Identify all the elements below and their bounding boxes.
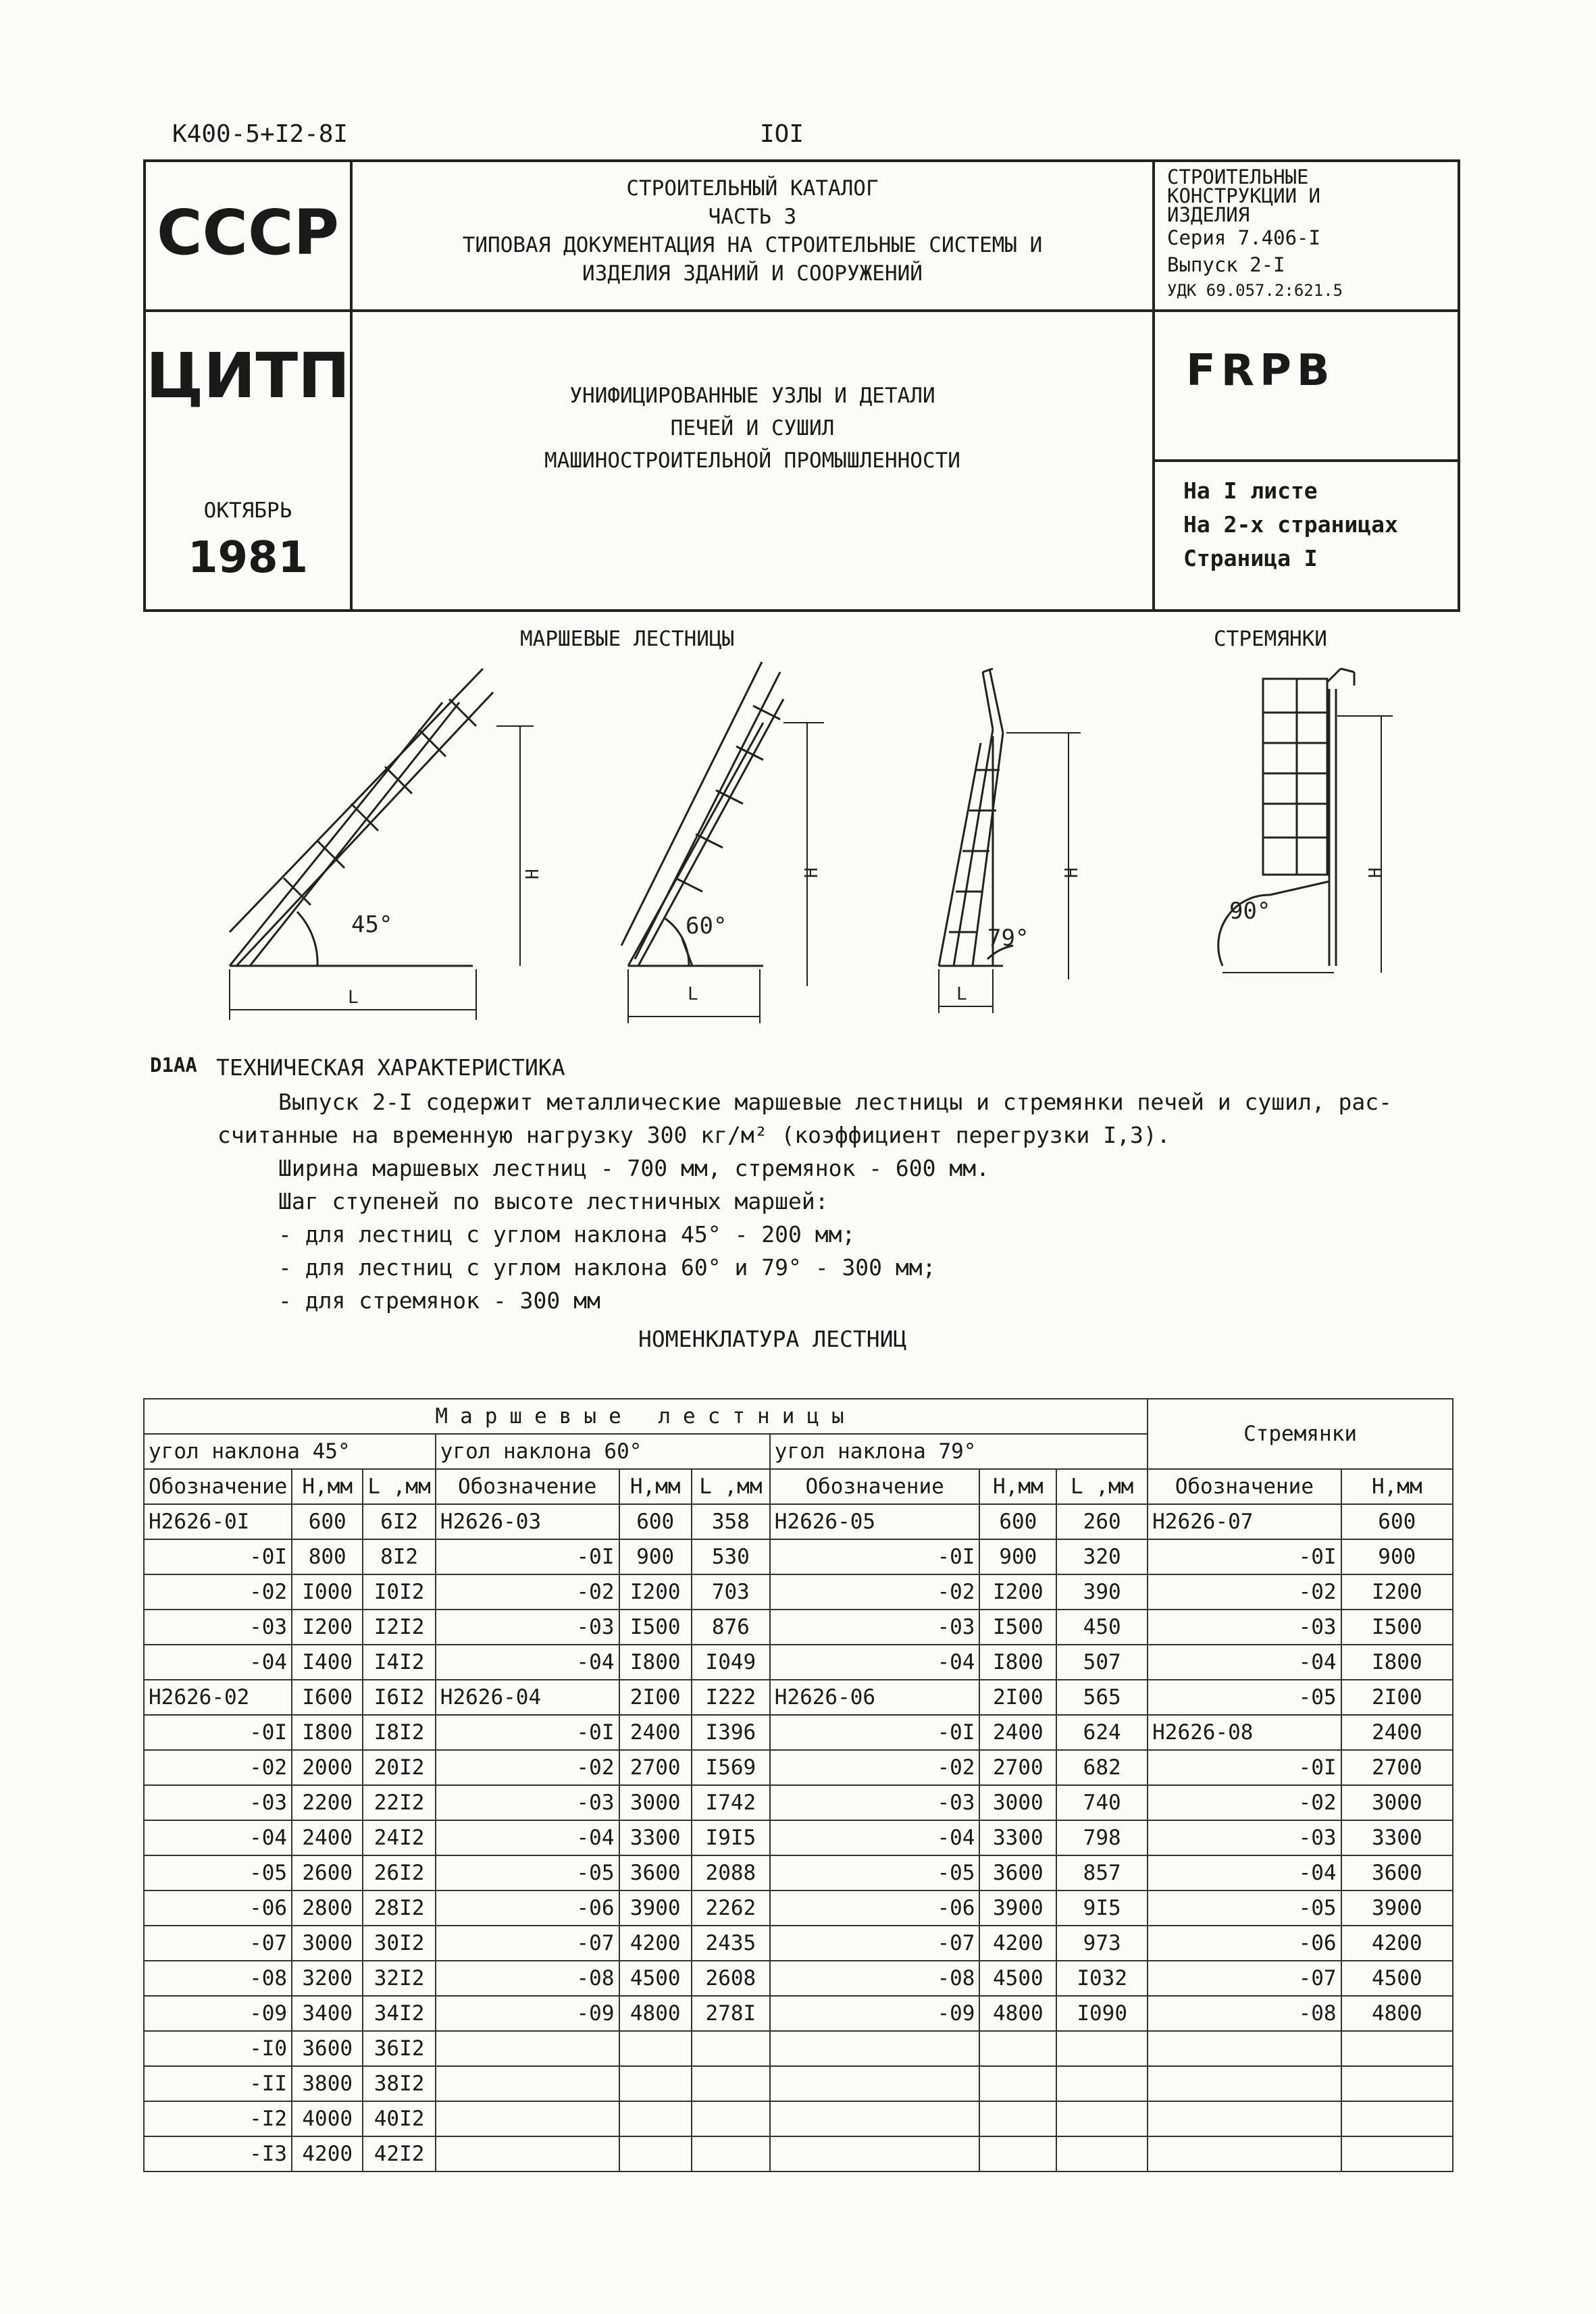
table-cell: I800 (1341, 1645, 1453, 1680)
table-row (144, 1961, 1453, 1996)
table-cell: I200 (1341, 1574, 1453, 1610)
table-cell: -09 (770, 1996, 980, 2031)
stair-79-drawing (925, 662, 1114, 1027)
table-cell: 2000 (292, 1750, 363, 1785)
table-cell: -04 (436, 1645, 619, 1680)
table-cell: -03 (144, 1785, 292, 1820)
table-cell: 2700 (619, 1750, 692, 1785)
table-cell: I500 (619, 1610, 692, 1645)
table-cell: -08 (770, 1961, 980, 1996)
table-row (144, 2031, 1453, 2066)
table-row (144, 1610, 1453, 1645)
table-cell: 798 (1056, 1820, 1148, 1855)
year-label: 1981 (187, 533, 309, 583)
table-cell: I396 (692, 1715, 770, 1750)
table-body (144, 1504, 1453, 2171)
table-cell: Н2626-07 (1148, 1504, 1341, 1539)
table-cell: 2700 (1341, 1750, 1453, 1785)
table-cell: 4800 (1341, 1996, 1453, 2031)
table-cell: 26I2 (363, 1855, 435, 1891)
table-cell: -04 (1148, 1855, 1341, 1891)
table-cell: -07 (770, 1926, 980, 1961)
tech-paragraph-1b: считанные на временную нагрузку 300 кг/м² (коэффициент перегрузки I,3). (217, 1122, 1170, 1148)
table-cell: -04 (1148, 1645, 1341, 1680)
table-cell: 876 (692, 1610, 770, 1645)
table-cell: I400 (292, 1645, 363, 1680)
classifier-code: FRPB (1186, 346, 1335, 396)
table-cell: 40I2 (363, 2101, 435, 2136)
table-cell: 6I2 (363, 1504, 435, 1539)
table-row (144, 1539, 1453, 1574)
table-cell: I6I2 (363, 1680, 435, 1715)
table-cell: 3900 (979, 1891, 1056, 1926)
table-cell: 600 (619, 1504, 692, 1539)
table-cell: 8I2 (363, 1539, 435, 1574)
angle-60-header: угол наклона 60° (436, 1434, 770, 1469)
tech-title: ТЕХНИЧЕСКАЯ ХАРАКТЕРИСТИКА (216, 1054, 565, 1081)
table-cell: -06 (436, 1891, 619, 1926)
table-cell: 507 (1056, 1645, 1148, 1680)
table-cell: 703 (692, 1574, 770, 1610)
table-cell: 2400 (619, 1715, 692, 1750)
table-cell: I000 (292, 1574, 363, 1610)
table-cell (979, 2031, 1056, 2066)
table-cell: 3600 (292, 2031, 363, 2066)
table-cell (1341, 2031, 1453, 2066)
table-cell (692, 2101, 770, 2136)
table-cell: -03 (1148, 1610, 1341, 1645)
table-cell: 4200 (619, 1926, 692, 1961)
table-cell (619, 2101, 692, 2136)
table-cell (1148, 2101, 1341, 2136)
height-label-79: H (1062, 867, 1082, 878)
table-cell: -0I (1148, 1750, 1341, 1785)
table-cell: 9I5 (1056, 1891, 1148, 1926)
angle-60-label: 60° (686, 912, 727, 940)
table-cell: 900 (619, 1539, 692, 1574)
table-cell: -05 (144, 1855, 292, 1891)
tech-paragraph-1: Выпуск 2-I содержит металлические маршевые лестницы и стремянки печей и сушил, рас- (278, 1089, 1393, 1115)
table-cell: I742 (692, 1785, 770, 1820)
nomenclature-title: НОМЕНКЛАТУРА ЛЕСТНИЦ (638, 1326, 907, 1352)
table-row (144, 1680, 1453, 1715)
ladder-90-drawing (1216, 669, 1418, 993)
table-cell: -0I (770, 1539, 980, 1574)
table-cell: 3600 (1341, 1855, 1453, 1891)
table-cell: 24I2 (363, 1820, 435, 1855)
table-cell: 3000 (619, 1785, 692, 1820)
table-cell (1056, 2066, 1148, 2101)
table-cell: 34I2 (363, 1996, 435, 2031)
table-cell: 2I00 (1341, 1680, 1453, 1715)
table-row (144, 1996, 1453, 2031)
angle-45-label: 45° (351, 911, 393, 938)
table-cell: -I0 (144, 2031, 292, 2066)
table-cell: Н2626-04 (436, 1680, 619, 1715)
table-cell: -05 (770, 1855, 980, 1891)
table-cell: I500 (979, 1610, 1056, 1645)
table-cell (692, 2031, 770, 2066)
height-label-45: H (523, 869, 543, 879)
column-header-row: Обозначение Н,мм L ,мм Обозначение Н,мм L ,мм Обозначение Н,мм L ,мм Обозначение Н,мм (144, 1469, 1453, 1504)
table-cell: -02 (1148, 1785, 1341, 1820)
table-cell: 2400 (1341, 1715, 1453, 1750)
page-number: IOI (760, 120, 804, 148)
table-cell: -09 (144, 1996, 292, 2031)
table-cell: -03 (436, 1610, 619, 1645)
table-cell: -04 (144, 1645, 292, 1680)
table-cell: -0I (1148, 1539, 1341, 1574)
table-row (144, 1645, 1453, 1680)
sheet-info: На I листе На 2-х страницах Страница I (1183, 478, 1398, 571)
nomenclature-table (143, 1398, 1453, 2172)
table-cell: -05 (1148, 1680, 1341, 1715)
table-cell: -0I (144, 1539, 292, 1574)
table-cell: I800 (979, 1645, 1056, 1680)
table-cell (770, 2031, 980, 2066)
table-cell: -02 (1148, 1574, 1341, 1610)
table-row (144, 1504, 1453, 1539)
table-cell (619, 2066, 692, 2101)
table-cell: I500 (1341, 1610, 1453, 1645)
height-label-90: H (1366, 867, 1386, 878)
table-cell (436, 2066, 619, 2101)
table-cell: -02 (770, 1574, 980, 1610)
table-cell: 740 (1056, 1785, 1148, 1820)
group-march-header: Маршевые лестницы (144, 1399, 1148, 1434)
table-cell: I2I2 (363, 1610, 435, 1645)
table-cell: 3300 (619, 1820, 692, 1855)
month-label: ОКТЯБРЬ (203, 498, 292, 523)
table-cell: 3300 (1341, 1820, 1453, 1855)
table-cell: 4500 (979, 1961, 1056, 1996)
table-cell: 624 (1056, 1715, 1148, 1750)
table-cell: I8I2 (363, 1715, 435, 1750)
height-label-60: H (802, 867, 822, 878)
table-cell: 4200 (979, 1926, 1056, 1961)
table-cell: 3900 (1341, 1891, 1453, 1926)
table-cell: 390 (1056, 1574, 1148, 1610)
table-cell (1148, 2066, 1341, 2101)
table-cell: -09 (436, 1996, 619, 2031)
table-cell: -08 (436, 1961, 619, 1996)
angle-90-label: 90° (1229, 898, 1271, 925)
table-cell: 358 (692, 1504, 770, 1539)
table-cell (692, 2136, 770, 2171)
table-row (144, 2066, 1453, 2101)
table-cell: -02 (436, 1750, 619, 1785)
table-cell: -05 (436, 1855, 619, 1891)
table-cell: 3200 (292, 1961, 363, 1996)
table-cell: 30I2 (363, 1926, 435, 1961)
length-label-60: L (688, 984, 698, 1004)
table-cell: 20I2 (363, 1750, 435, 1785)
table-cell: I200 (619, 1574, 692, 1610)
table-cell: 600 (292, 1504, 363, 1539)
table-cell: I049 (692, 1645, 770, 1680)
table-cell: 36I2 (363, 2031, 435, 2066)
table-cell: 4200 (1341, 1926, 1453, 1961)
table-cell: 260 (1056, 1504, 1148, 1539)
table-cell: 900 (1341, 1539, 1453, 1574)
group-ladder-header: Стремянки (1148, 1399, 1453, 1469)
table-cell: -03 (144, 1610, 292, 1645)
table-cell (770, 2066, 980, 2101)
table-cell: -04 (770, 1820, 980, 1855)
table-cell: 2088 (692, 1855, 770, 1891)
subject-title: УНИФИЦИРОВАННЫЕ УЗЛЫ И ДЕТАЛИ ПЕЧЕЙ И СУШИЛ МАШИНОСТРОИТЕЛЬНОЙ ПРОМЫШЛЕННОСТИ (544, 384, 960, 473)
table-cell (979, 2101, 1056, 2136)
length-label-79: L (956, 984, 967, 1004)
table-cell: I800 (619, 1645, 692, 1680)
table-cell: -04 (144, 1820, 292, 1855)
table-cell: -I3 (144, 2136, 292, 2171)
table-cell (979, 2136, 1056, 2171)
table-cell: 3600 (979, 1855, 1056, 1891)
table-cell (436, 2101, 619, 2136)
table-cell: 4800 (979, 1996, 1056, 2031)
table-cell: -05 (1148, 1891, 1341, 1926)
table-cell: 3800 (292, 2066, 363, 2101)
table-row (144, 1891, 1453, 1926)
table-cell (619, 2031, 692, 2066)
table-cell: I032 (1056, 1961, 1148, 1996)
table-cell: 900 (979, 1539, 1056, 1574)
table-row (144, 2136, 1453, 2171)
angle-45-header: угол наклона 45° (144, 1434, 436, 1469)
table-cell: I4I2 (363, 1645, 435, 1680)
table-row (144, 1715, 1453, 1750)
table-cell: 3000 (979, 1785, 1056, 1820)
table-cell: 28I2 (363, 1891, 435, 1926)
march-stairs-title: МАРШЕВЫЕ ЛЕСТНИЦЫ (520, 627, 735, 651)
step-ladders-title: СТРЕМЯНКИ (1214, 627, 1327, 651)
table-cell: Н2626-02 (144, 1680, 292, 1715)
table-cell: 800 (292, 1539, 363, 1574)
table-cell: 3400 (292, 1996, 363, 2031)
table-cell: -I2 (144, 2101, 292, 2136)
table-cell: -06 (1148, 1926, 1341, 1961)
table-row (144, 2101, 1453, 2136)
table-cell: -04 (770, 1645, 980, 1680)
table-cell (436, 2136, 619, 2171)
length-label-45: L (348, 987, 359, 1008)
tech-bullet-3: - для стремянок - 300 мм (278, 1287, 600, 1314)
catalog-title: СТРОИТЕЛЬНЫЙ КАТАЛОГ ЧАСТЬ 3 ТИПОВАЯ ДОКУМЕНТАЦИЯ НА СТРОИТЕЛЬНЫЕ СИСТЕМЫ И ИЗДЕЛИЯ ЗДАНИЙ И СООРУЖЕНИЙ (462, 176, 1043, 286)
table-cell: I9I5 (692, 1820, 770, 1855)
table-cell: -06 (770, 1891, 980, 1926)
table-cell (692, 2066, 770, 2101)
table-cell: I800 (292, 1715, 363, 1750)
table-cell: 2I00 (979, 1680, 1056, 1715)
table-cell: 4500 (619, 1961, 692, 1996)
stair-60-drawing (615, 648, 844, 1040)
table-cell: 3000 (1341, 1785, 1453, 1820)
table-cell: -07 (144, 1926, 292, 1961)
table-cell (1056, 2031, 1148, 2066)
table-cell: 38I2 (363, 2066, 435, 2101)
table-cell: -07 (1148, 1961, 1341, 1996)
table-cell (1056, 2136, 1148, 2171)
table-cell: -0I (144, 1715, 292, 1750)
org-label: ЦИТП (146, 340, 351, 412)
table-cell: -II (144, 2066, 292, 2101)
table-cell: 450 (1056, 1610, 1148, 1645)
table-cell: 4800 (619, 1996, 692, 2031)
tech-paragraph-2: Ширина маршевых лестниц - 700 мм, стремянок - 600 мм. (278, 1155, 989, 1181)
table-cell: 2800 (292, 1891, 363, 1926)
table-cell (1148, 2136, 1341, 2171)
table-cell: 600 (1341, 1504, 1453, 1539)
table-cell: -0I (436, 1539, 619, 1574)
table-cell: 565 (1056, 1680, 1148, 1715)
table-cell: -04 (436, 1820, 619, 1855)
table-cell: 600 (979, 1504, 1056, 1539)
table-cell: 4000 (292, 2101, 363, 2136)
title-block (143, 159, 1460, 612)
table-cell: 3900 (619, 1891, 692, 1926)
tech-code: D1AA (150, 1054, 197, 1077)
table-cell: I600 (292, 1680, 363, 1715)
table-cell: 4500 (1341, 1961, 1453, 1996)
table-cell: -03 (1148, 1820, 1341, 1855)
table-cell (436, 2031, 619, 2066)
table-cell: 2200 (292, 1785, 363, 1820)
table-cell: 2608 (692, 1961, 770, 1996)
table-cell (1341, 2136, 1453, 2171)
table-cell: 2435 (692, 1926, 770, 1961)
table-cell: Н2626-08 (1148, 1715, 1341, 1750)
table-cell: 2700 (979, 1750, 1056, 1785)
table-cell: 3300 (979, 1820, 1056, 1855)
table-cell: -02 (770, 1750, 980, 1785)
table-row (144, 1855, 1453, 1891)
table-cell: -03 (770, 1610, 980, 1645)
table-cell: I569 (692, 1750, 770, 1785)
table-cell: -02 (144, 1574, 292, 1610)
table-cell: Н2626-05 (770, 1504, 980, 1539)
table-cell: 4200 (292, 2136, 363, 2171)
table-cell: 278I (692, 1996, 770, 2031)
table-cell: I090 (1056, 1996, 1148, 2031)
table-cell: -0I (770, 1715, 980, 1750)
tech-bullet-1: - для лестниц с углом наклона 45° - 200 мм; (278, 1221, 856, 1248)
table-cell: -06 (144, 1891, 292, 1926)
table-cell (979, 2066, 1056, 2101)
table-cell: -03 (436, 1785, 619, 1820)
table-cell: 857 (1056, 1855, 1148, 1891)
table-cell: Н2626-06 (770, 1680, 980, 1715)
table-cell: 2I00 (619, 1680, 692, 1715)
table-row (144, 1785, 1453, 1820)
document-code: К400-5+I2-8I (172, 120, 349, 148)
table-cell: Н2626-0I (144, 1504, 292, 1539)
table-cell: 682 (1056, 1750, 1148, 1785)
table-cell: -07 (436, 1926, 619, 1961)
table-cell: I0I2 (363, 1574, 435, 1610)
table-cell: -0I (436, 1715, 619, 1750)
table-cell: 3000 (292, 1926, 363, 1961)
table-cell: 320 (1056, 1539, 1148, 1574)
table-row (144, 1574, 1453, 1610)
table-cell (1056, 2101, 1148, 2136)
table-cell (1148, 2031, 1341, 2066)
table-cell (1341, 2101, 1453, 2136)
angle-79-label: 79° (987, 925, 1029, 952)
table-cell (770, 2136, 980, 2171)
table-cell (1341, 2066, 1453, 2101)
angle-79-header: угол наклона 79° (770, 1434, 1148, 1469)
table-cell: -08 (144, 1961, 292, 1996)
tech-paragraph-3: Шаг ступеней по высоте лестничных маршей: (278, 1188, 829, 1214)
table-cell: I222 (692, 1680, 770, 1715)
table-cell: 2600 (292, 1855, 363, 1891)
table-cell: 42I2 (363, 2136, 435, 2171)
table-cell: 32I2 (363, 1961, 435, 1996)
table-cell: -02 (436, 1574, 619, 1610)
table-cell: 2400 (979, 1715, 1056, 1750)
country-label: СССР (157, 197, 339, 269)
table-cell: -02 (144, 1750, 292, 1785)
table-row (144, 1750, 1453, 1785)
table-cell: -08 (1148, 1996, 1341, 2031)
table-cell: I200 (979, 1574, 1056, 1610)
table-cell: 530 (692, 1539, 770, 1574)
table-row (144, 1820, 1453, 1855)
table-row (144, 1926, 1453, 1961)
table-cell: Н2626-03 (436, 1504, 619, 1539)
tech-bullet-2: - для лестниц с углом наклона 60° и 79° - 300 мм; (278, 1254, 936, 1281)
table-cell: 973 (1056, 1926, 1148, 1961)
table-cell: 2400 (292, 1820, 363, 1855)
series-info: СТРОИТЕЛЬНЫЕ КОНСТРУКЦИИ И ИЗДЕЛИЯ Серия 7.406-I Выпуск 2-I УДК 69.057.2:621.5 (1167, 165, 1343, 300)
table-cell: 22I2 (363, 1785, 435, 1820)
table-cell: 2262 (692, 1891, 770, 1926)
table-cell (619, 2136, 692, 2171)
table-cell (770, 2101, 980, 2136)
table-cell: -03 (770, 1785, 980, 1820)
stair-45-drawing (216, 662, 543, 1040)
table-cell: 3600 (619, 1855, 692, 1891)
table-cell: I200 (292, 1610, 363, 1645)
